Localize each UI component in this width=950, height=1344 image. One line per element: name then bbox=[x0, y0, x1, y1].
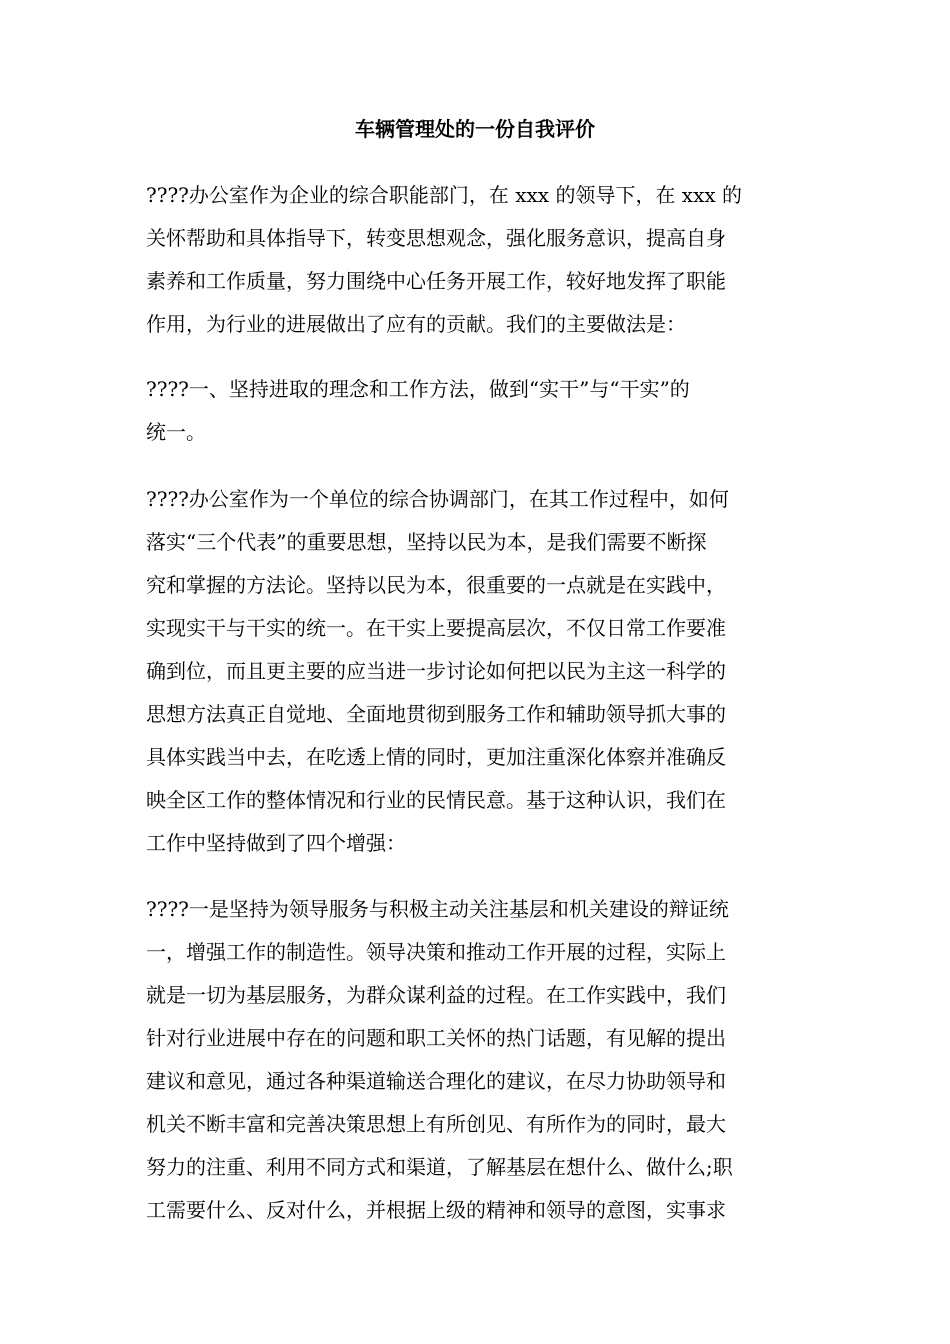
text-line: ????办公室作为企业的综合职能部门，在 xxx 的领导下，在 xxx 的 bbox=[146, 183, 742, 207]
paragraph-section-heading bbox=[146, 368, 806, 454]
text-line: 关怀帮助和具体指导下，转变思想观念，强化服务意识，提高自身 bbox=[146, 226, 726, 250]
text-line: 究和掌握的方法论。坚持以民为本，很重要的一点就是在实践中， bbox=[146, 573, 726, 597]
text-line: 确到位，而且更主要的应当进一步讨论如何把以民为主这一科学的 bbox=[146, 659, 726, 683]
text-line: 工需要什么、反对什么，并根据上级的精神和领导的意图，实事求 bbox=[146, 1198, 726, 1222]
paragraph-intro bbox=[146, 174, 806, 346]
text-line: 统一。 bbox=[146, 420, 206, 444]
paragraph-point-one bbox=[146, 888, 806, 1232]
document-title: 车辆管理处的一份自我评价 bbox=[355, 117, 595, 141]
text-line: 落实“三个代表”的重要思想，坚持以民为本，是我们需要不断探 bbox=[146, 530, 707, 554]
text-line: 作用，为行业的进展做出了应有的贡献。我们的主要做法是： bbox=[146, 312, 686, 336]
text-line: ????一、坚持进取的理念和工作方法，做到“实干”与“干实”的 bbox=[146, 377, 690, 401]
text-line: 机关不断丰富和完善决策思想上有所创见、有所作为的同时，最大 bbox=[146, 1112, 726, 1136]
paragraph-body bbox=[146, 478, 806, 865]
text-line: 就是一切为基层服务，为群众谋利益的过程。在工作实践中，我们 bbox=[146, 983, 726, 1007]
text-line: 具体实践当中去，在吃透上情的同时，更加注重深化体察并准确反 bbox=[146, 745, 726, 769]
text-line: 努力的注重、利用不同方式和渠道，了解基层在想什么、做什么;职 bbox=[146, 1155, 733, 1179]
text-line: ????一是坚持为领导服务与积极主动关注基层和机关建设的辩证统 bbox=[146, 897, 729, 921]
text-line: 一，增强工作的制造性。领导决策和推动工作开展的过程，实际上 bbox=[146, 940, 726, 964]
text-line: 思想方法真正自觉地、全面地贯彻到服务工作和辅助领导抓大事的 bbox=[146, 702, 726, 726]
text-line: 建议和意见，通过各种渠道输送合理化的建议，在尽力协助领导和 bbox=[146, 1069, 726, 1093]
text-line: 工作中坚持做到了四个增强： bbox=[146, 831, 406, 855]
text-line: 实现实干与干实的统一。在干实上要提高层次，不仅日常工作要准 bbox=[146, 616, 726, 640]
text-line: ????办公室作为一个单位的综合协调部门，在其工作过程中，如何 bbox=[146, 487, 729, 511]
text-line: 素养和工作质量，努力围绕中心任务开展工作，较好地发挥了职能 bbox=[146, 269, 726, 293]
text-line: 映全区工作的整体情况和行业的民情民意。基于这种认识，我们在 bbox=[146, 788, 726, 812]
text-line: 针对行业进展中存在的问题和职工关怀的热门话题，有见解的提出 bbox=[146, 1026, 726, 1050]
